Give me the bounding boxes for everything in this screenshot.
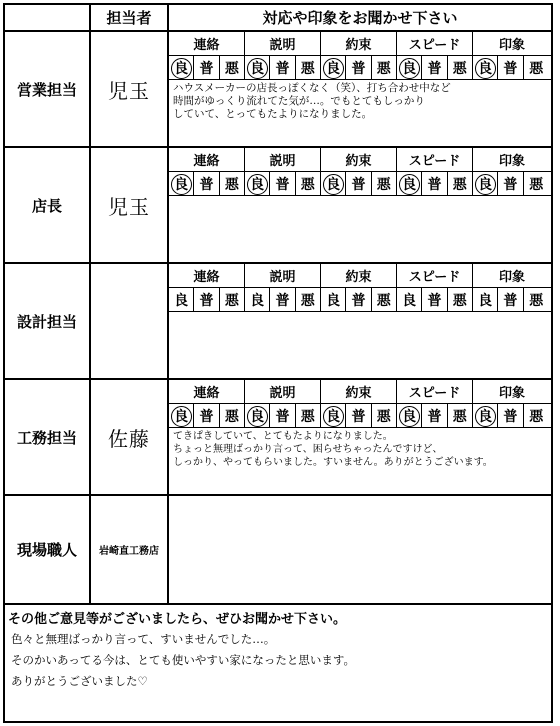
category-header-row xyxy=(169,264,551,288)
eval-block-craftsman xyxy=(169,496,551,605)
comment-line: ハウスメーカーの店長っぽくなく（笑）、打ち合わせ中など xyxy=(173,82,451,94)
row-role-design: 設計担当 xyxy=(5,264,91,380)
eval-block-manager xyxy=(169,148,551,264)
grade-option-good[interactable]: 良 xyxy=(245,172,270,195)
grade-option-good[interactable]: 良 xyxy=(245,288,270,311)
grade-option-average[interactable]: 普 xyxy=(422,288,447,311)
grade-option-good[interactable]: 良 xyxy=(245,56,270,79)
grade-option-bad[interactable]: 悪 xyxy=(296,56,321,79)
grade-option-average[interactable]: 普 xyxy=(194,56,219,79)
comment-construction xyxy=(173,430,549,469)
grade-option-good[interactable]: 良 xyxy=(397,288,422,311)
grade-option-bad[interactable]: 悪 xyxy=(220,288,245,311)
row-person-manager: 児玉 xyxy=(91,148,169,264)
grade-option-bad[interactable]: 悪 xyxy=(529,176,544,193)
eval-block-sales xyxy=(169,32,551,148)
grade-option-good[interactable]: 良 xyxy=(321,288,346,311)
grade-option-good[interactable]: 良 xyxy=(397,172,422,195)
category-label: 説明 xyxy=(245,264,321,287)
eval-block-design xyxy=(169,264,551,380)
grade-option-average[interactable]: 普 xyxy=(194,288,219,311)
category-label: スピード xyxy=(397,148,473,171)
grade-row xyxy=(169,172,551,196)
row-role-craftsman: 現場職人 xyxy=(5,496,91,605)
header-blank xyxy=(5,5,91,32)
grade-option-bad[interactable]: 悪 xyxy=(372,172,397,195)
grade-option-average[interactable]: 普 xyxy=(270,172,295,195)
grade-option-bad[interactable]: 悪 xyxy=(529,60,544,77)
grade-row xyxy=(169,404,551,428)
category-label: 印象 xyxy=(498,154,525,169)
grade-option-average[interactable]: 普 xyxy=(498,172,523,195)
comment-line: しっかり、やってもらいました。すいません。ありがとうございます。 xyxy=(173,457,493,468)
grade-option-good[interactable]: 良 xyxy=(397,56,422,79)
category-label: 印象 xyxy=(498,270,525,285)
grade-option-average[interactable]: 普 xyxy=(270,404,295,427)
category-label: 連絡 xyxy=(169,264,245,287)
category-label: 印象 xyxy=(498,386,525,401)
grade-option-average[interactable]: 普 xyxy=(346,404,371,427)
row-person-craftsman: 岩崎直工務店 xyxy=(91,496,169,605)
grade-option-bad[interactable]: 悪 xyxy=(296,288,321,311)
grade-option-average[interactable]: 普 xyxy=(270,56,295,79)
grade-option-average[interactable]: 普 xyxy=(422,404,447,427)
grade-option-bad[interactable]: 悪 xyxy=(529,408,544,425)
survey-form xyxy=(3,3,553,723)
row-role-manager: 店長 xyxy=(5,148,91,264)
grade-option-bad[interactable]: 悪 xyxy=(372,56,397,79)
comment-line: ちょっと無理ばっかり言って、困らせちゃったんですけど、 xyxy=(173,444,443,455)
grade-option-average[interactable]: 普 xyxy=(422,56,447,79)
grade-option-bad[interactable]: 悪 xyxy=(220,404,245,427)
grade-option-average[interactable]: 普 xyxy=(498,404,523,427)
row-person-design xyxy=(91,264,169,380)
grade-option-bad[interactable]: 悪 xyxy=(448,288,473,311)
answer-line: 色々と無理ばっかり言って、すいませんでした…。 xyxy=(11,632,276,646)
comment-sales xyxy=(173,82,549,121)
grade-option-good[interactable]: 良 xyxy=(473,56,498,79)
grade-option-good[interactable]: 良 xyxy=(169,56,194,79)
category-label: 説明 xyxy=(245,148,321,171)
category-label: 説明 xyxy=(245,380,321,403)
comment-line: していて、とってもたよりになりました。 xyxy=(173,108,373,120)
grade-option-average[interactable]: 普 xyxy=(346,56,371,79)
grade-option-average[interactable]: 普 xyxy=(498,288,523,311)
category-label: 説明 xyxy=(245,32,321,55)
grade-option-good[interactable]: 良 xyxy=(321,172,346,195)
header-evaluation: 対応や印象をお聞かせ下さい xyxy=(169,5,551,32)
category-label: 連絡 xyxy=(169,148,245,171)
grade-option-bad[interactable]: 悪 xyxy=(448,172,473,195)
row-person-construction: 佐藤 xyxy=(91,380,169,496)
other-comments-section xyxy=(5,605,551,721)
grade-option-good[interactable]: 良 xyxy=(473,404,498,427)
category-label: 印象 xyxy=(498,38,525,53)
other-comments-question: その他ご意見等がございましたら、ぜひお聞かせ下さい。 xyxy=(8,612,347,627)
grade-option-bad[interactable]: 悪 xyxy=(529,292,544,309)
category-header-row xyxy=(169,148,551,172)
grade-option-bad[interactable]: 悪 xyxy=(448,404,473,427)
grade-option-good[interactable]: 良 xyxy=(321,56,346,79)
other-comments-answer xyxy=(11,629,355,692)
category-label: スピード xyxy=(397,32,473,55)
row-person-sales: 児玉 xyxy=(91,32,169,148)
grade-option-average[interactable]: 普 xyxy=(498,56,523,79)
grade-option-bad[interactable]: 悪 xyxy=(220,172,245,195)
grade-option-average[interactable]: 普 xyxy=(422,172,447,195)
row-role-construction: 工務担当 xyxy=(5,380,91,496)
grade-option-bad[interactable]: 悪 xyxy=(296,172,321,195)
answer-line: ありがとうございました♡ xyxy=(11,674,148,688)
grade-option-bad[interactable]: 悪 xyxy=(372,404,397,427)
row-role-sales: 営業担当 xyxy=(5,32,91,148)
grade-option-average[interactable]: 普 xyxy=(346,172,371,195)
category-label: 連絡 xyxy=(169,380,245,403)
grade-option-good[interactable]: 良 xyxy=(169,172,194,195)
grade-option-good[interactable]: 良 xyxy=(321,404,346,427)
category-label: 約束 xyxy=(321,32,397,55)
grade-option-good[interactable]: 良 xyxy=(397,404,422,427)
grade-option-good[interactable]: 良 xyxy=(169,288,194,311)
grade-option-bad[interactable]: 悪 xyxy=(296,404,321,427)
grade-option-average[interactable]: 普 xyxy=(194,172,219,195)
grade-option-bad[interactable]: 悪 xyxy=(372,288,397,311)
category-header-row xyxy=(169,380,551,404)
grade-option-good[interactable]: 良 xyxy=(169,404,194,427)
grade-option-good[interactable]: 良 xyxy=(473,288,498,311)
grade-option-bad[interactable]: 悪 xyxy=(220,56,245,79)
grade-option-good[interactable]: 良 xyxy=(245,404,270,427)
category-label: スピード xyxy=(397,380,473,403)
grade-option-average[interactable]: 普 xyxy=(194,404,219,427)
grade-option-bad[interactable]: 悪 xyxy=(448,56,473,79)
category-header-row xyxy=(169,32,551,56)
grade-option-average[interactable]: 普 xyxy=(270,288,295,311)
grade-row xyxy=(169,56,551,80)
category-label: 約束 xyxy=(321,264,397,287)
category-label: 連絡 xyxy=(169,32,245,55)
header-person: 担当者 xyxy=(91,5,169,32)
grade-option-average[interactable]: 普 xyxy=(346,288,371,311)
eval-block-construction xyxy=(169,380,551,496)
category-label: 約束 xyxy=(321,148,397,171)
category-label: 約束 xyxy=(321,380,397,403)
grade-row xyxy=(169,288,551,312)
answer-line: そのかいあってる今は、とても使いやすい家になったと思います。 xyxy=(11,653,355,667)
comment-line: 時間がゆっくり流れてた気が…。でもとてもしっかり xyxy=(173,95,425,107)
category-label: スピード xyxy=(397,264,473,287)
grade-option-good[interactable]: 良 xyxy=(473,172,498,195)
comment-line: てきぱきしていて、とてもたよりになりました。 xyxy=(173,431,393,442)
